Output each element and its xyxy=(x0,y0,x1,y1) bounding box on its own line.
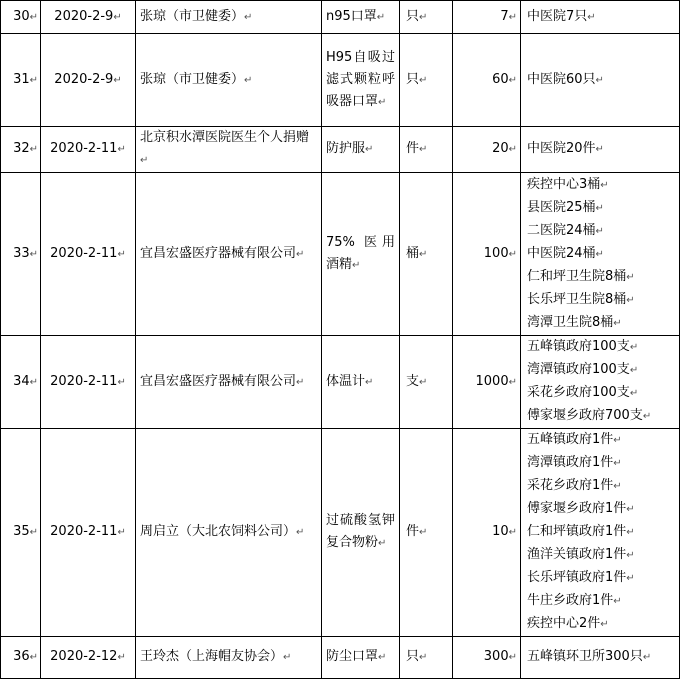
row-donor xyxy=(136,173,322,336)
row-unit-text: 支 xyxy=(406,373,420,389)
paragraph-mark-icon: ↵ xyxy=(29,144,38,155)
paragraph-mark-icon: ↵ xyxy=(296,376,305,388)
row-unit xyxy=(400,34,453,127)
row-donor-text: 张琼（市卫健委） xyxy=(140,71,245,87)
paragraph-mark-icon: ↵ xyxy=(29,376,38,388)
row-date-text: 2020-2-9 xyxy=(54,8,114,24)
paragraph-mark-icon: ↵ xyxy=(29,527,38,538)
row-donor xyxy=(136,127,322,173)
row-date xyxy=(41,429,136,637)
paragraph-mark-icon: ↵ xyxy=(419,11,428,23)
distribution-line xyxy=(527,220,675,243)
paragraph-mark-icon: ↵ xyxy=(117,652,126,663)
distribution-line xyxy=(527,243,675,266)
row-donor-text: 周启立（大北农饲料公司） xyxy=(140,524,297,539)
paragraph-mark-icon: ↵ xyxy=(629,342,639,353)
distribution-line xyxy=(527,498,675,521)
paragraph-mark-icon: ↵ xyxy=(419,527,428,538)
row-index xyxy=(1,429,41,637)
row-donor xyxy=(136,336,322,429)
row-qty xyxy=(453,1,521,34)
row-qty xyxy=(453,429,521,637)
paragraph-mark-icon: ↵ xyxy=(419,248,428,260)
paragraph-mark-icon: ↵ xyxy=(613,458,622,469)
table-row xyxy=(1,429,680,637)
row-date xyxy=(41,34,136,127)
table-row xyxy=(1,173,680,336)
paragraph-mark-icon: ↵ xyxy=(626,271,635,283)
row-date xyxy=(41,127,136,173)
paragraph-mark-icon: ↵ xyxy=(595,144,604,155)
paragraph-mark-icon: ↵ xyxy=(508,376,517,388)
table-row xyxy=(1,1,680,34)
row-qty-text: 10 xyxy=(492,524,509,539)
row-qty-text: 20 xyxy=(492,141,509,156)
row-date xyxy=(41,1,136,34)
paragraph-mark-icon: ↵ xyxy=(419,74,428,86)
paragraph-mark-icon: ↵ xyxy=(296,248,305,260)
paragraph-mark-icon: ↵ xyxy=(376,11,386,23)
distribution-line xyxy=(527,174,675,197)
paragraph-mark-icon: ↵ xyxy=(365,376,374,388)
row-date xyxy=(41,173,136,336)
row-unit xyxy=(400,429,453,637)
row-distribution xyxy=(521,127,680,173)
row-index-text: 32 xyxy=(13,141,30,156)
table-row xyxy=(1,34,680,127)
table-row xyxy=(1,336,680,429)
distribution-line xyxy=(527,475,675,498)
paragraph-mark-icon: ↵ xyxy=(626,504,635,515)
row-distribution xyxy=(521,637,680,679)
paragraph-mark-icon: ↵ xyxy=(113,74,122,86)
row-donor xyxy=(136,34,322,127)
distribution-text: 五峰镇环卫所300只 xyxy=(527,649,643,664)
row-date-text: 2020-2-12 xyxy=(50,649,118,664)
distribution-text: 渔洋关镇政府1件 xyxy=(527,547,627,562)
row-date xyxy=(41,336,136,429)
paragraph-mark-icon: ↵ xyxy=(626,294,635,306)
row-index-text: 35 xyxy=(13,524,30,539)
paragraph-mark-icon: ↵ xyxy=(595,248,604,260)
distribution-text: 中医院24桶 xyxy=(527,245,596,261)
row-date-text: 2020-2-11 xyxy=(50,524,118,539)
table-row xyxy=(1,127,680,173)
row-qty-text: 7 xyxy=(500,8,509,24)
distribution-text: 疾控中心3桶 xyxy=(527,176,601,192)
paragraph-mark-icon: ↵ xyxy=(378,538,387,549)
paragraph-mark-icon: ↵ xyxy=(508,527,517,538)
row-index xyxy=(1,34,41,127)
paragraph-mark-icon: ↵ xyxy=(117,144,126,155)
distribution-line xyxy=(527,289,675,312)
distribution-line xyxy=(527,429,675,452)
row-unit-text: 桶 xyxy=(406,245,420,261)
row-unit-text: 件 xyxy=(406,141,420,156)
row-index xyxy=(1,173,41,336)
distribution-text: 中医院60只 xyxy=(527,71,596,87)
row-qty xyxy=(453,173,521,336)
paragraph-mark-icon: ↵ xyxy=(296,527,305,538)
paragraph-mark-icon: ↵ xyxy=(508,74,517,86)
paragraph-mark-icon: ↵ xyxy=(626,527,635,538)
paragraph-mark-icon: ↵ xyxy=(642,652,652,663)
row-unit xyxy=(400,1,453,34)
row-item xyxy=(322,34,400,127)
paragraph-mark-icon: ↵ xyxy=(595,225,604,237)
row-item-text: 防尘口罩 xyxy=(326,649,379,664)
distribution-text: 长乐坪镇政府1件 xyxy=(527,570,627,585)
paragraph-mark-icon: ↵ xyxy=(508,248,517,260)
row-donor-text: 张琼（市卫健委） xyxy=(140,8,245,24)
row-unit-text: 只 xyxy=(406,71,420,87)
row-distribution xyxy=(521,34,680,127)
row-donor xyxy=(136,1,322,34)
paragraph-mark-icon: ↵ xyxy=(117,248,126,260)
row-index-text: 30 xyxy=(13,8,30,24)
row-item-text: 体温计 xyxy=(326,373,366,389)
distribution-line xyxy=(527,359,675,382)
row-index xyxy=(1,336,41,429)
distribution-text: 长乐坪卫生院8桶 xyxy=(527,291,627,307)
row-unit-text: 只 xyxy=(406,649,420,664)
paragraph-mark-icon: ↵ xyxy=(600,179,609,191)
distribution-line xyxy=(527,567,675,590)
paragraph-mark-icon: ↵ xyxy=(378,96,387,108)
distribution-line xyxy=(527,138,675,161)
paragraph-mark-icon: ↵ xyxy=(595,74,604,86)
distribution-text: 二医院24桶 xyxy=(527,222,596,238)
paragraph-mark-icon: ↵ xyxy=(626,550,635,561)
row-index-text: 34 xyxy=(13,373,30,389)
distribution-text: 采花乡政府100支 xyxy=(527,385,630,400)
row-index xyxy=(1,127,41,173)
distribution-text: 五峰镇政府100支 xyxy=(527,339,630,354)
row-donor xyxy=(136,637,322,679)
row-item-text: H95自吸过滤式颗粒呼吸器口罩 xyxy=(326,49,395,109)
row-index-text: 33 xyxy=(13,245,30,261)
row-index xyxy=(1,637,41,679)
paragraph-mark-icon: ↵ xyxy=(365,144,374,155)
row-donor-text: 王玲杰（上海帽友协会） xyxy=(140,649,284,664)
paragraph-mark-icon: ↵ xyxy=(595,202,604,214)
paragraph-mark-icon: ↵ xyxy=(29,11,38,23)
paragraph-mark-icon: ↵ xyxy=(419,652,428,663)
row-item xyxy=(322,127,400,173)
row-donor-text: 北京积水潭医院医生个人捐赠 xyxy=(140,130,310,145)
row-qty-text: 60 xyxy=(492,71,509,87)
distribution-line xyxy=(527,521,675,544)
distribution-line xyxy=(527,544,675,567)
row-item xyxy=(322,429,400,637)
distribution-line xyxy=(527,590,675,613)
row-date-text: 2020-2-11 xyxy=(50,373,118,389)
row-date-text: 2020-2-11 xyxy=(50,141,118,156)
paragraph-mark-icon: ↵ xyxy=(283,652,292,663)
paragraph-mark-icon: ↵ xyxy=(378,652,387,663)
row-donor xyxy=(136,429,322,637)
distribution-text: 疾控中心2件 xyxy=(527,616,601,631)
row-item-text: 75% 医用酒精 xyxy=(326,234,395,272)
row-qty xyxy=(453,127,521,173)
paragraph-mark-icon: ↵ xyxy=(613,596,622,607)
row-qty-text: 1000 xyxy=(475,373,509,389)
paragraph-mark-icon: ↵ xyxy=(629,388,639,399)
distribution-line xyxy=(527,613,675,636)
paragraph-mark-icon: ↵ xyxy=(244,11,253,23)
paragraph-mark-icon: ↵ xyxy=(626,573,635,584)
distribution-text: 仁和坪卫生院8桶 xyxy=(527,268,627,284)
paragraph-mark-icon: ↵ xyxy=(244,74,253,86)
distribution-line xyxy=(527,69,675,92)
row-index-text: 31 xyxy=(13,71,30,87)
paragraph-mark-icon: ↵ xyxy=(613,317,622,329)
distribution-line xyxy=(527,6,675,29)
distribution-line xyxy=(527,197,675,220)
row-unit xyxy=(400,127,453,173)
paragraph-mark-icon: ↵ xyxy=(419,144,428,155)
distribution-line xyxy=(527,382,675,405)
row-index-text: 36 xyxy=(13,649,30,664)
distribution-text: 采花乡政府1件 xyxy=(527,478,614,493)
distribution-text: 傅家堰乡政府700支 xyxy=(527,408,643,423)
paragraph-mark-icon: ↵ xyxy=(117,376,126,388)
distribution-text: 湾潭卫生院8桶 xyxy=(527,314,614,330)
row-item-text: n95口罩 xyxy=(326,8,377,24)
paragraph-mark-icon: ↵ xyxy=(352,259,361,271)
row-qty xyxy=(453,34,521,127)
row-unit xyxy=(400,173,453,336)
paragraph-mark-icon: ↵ xyxy=(419,376,428,388)
paragraph-mark-icon: ↵ xyxy=(642,411,652,422)
distribution-text: 县医院25桶 xyxy=(527,199,596,215)
paragraph-mark-icon: ↵ xyxy=(613,481,622,492)
row-unit xyxy=(400,637,453,679)
row-unit xyxy=(400,336,453,429)
distribution-text: 中医院20件 xyxy=(527,141,596,156)
distribution-line xyxy=(527,405,675,428)
row-distribution xyxy=(521,429,680,637)
paragraph-mark-icon: ↵ xyxy=(600,619,609,630)
paragraph-mark-icon: ↵ xyxy=(613,435,622,446)
row-distribution xyxy=(521,1,680,34)
row-date-text: 2020-2-11 xyxy=(50,245,118,261)
distribution-line xyxy=(527,452,675,475)
row-donor-text: 宜昌宏盛医疗器械有限公司 xyxy=(140,373,297,389)
paragraph-mark-icon: ↵ xyxy=(117,527,126,538)
row-qty xyxy=(453,336,521,429)
paragraph-mark-icon: ↵ xyxy=(508,652,517,663)
distribution-text: 湾潭镇政府100支 xyxy=(527,362,630,377)
row-unit-text: 只 xyxy=(406,8,420,24)
distribution-line xyxy=(527,646,675,669)
distribution-text: 湾潭镇政府1件 xyxy=(527,455,614,470)
row-item xyxy=(322,173,400,336)
row-date xyxy=(41,637,136,679)
row-item xyxy=(322,637,400,679)
paragraph-mark-icon: ↵ xyxy=(29,248,38,260)
row-item-text: 过硫酸氢钾复合物粉 xyxy=(326,513,395,550)
row-index xyxy=(1,1,41,34)
distribution-line xyxy=(527,336,675,359)
row-qty-text: 100 xyxy=(483,245,509,261)
row-item xyxy=(322,1,400,34)
paragraph-mark-icon: ↵ xyxy=(29,74,38,86)
paragraph-mark-icon: ↵ xyxy=(113,11,122,23)
row-unit-text: 件 xyxy=(406,524,420,539)
row-qty xyxy=(453,637,521,679)
row-distribution xyxy=(521,336,680,429)
paragraph-mark-icon: ↵ xyxy=(140,155,149,166)
table-row xyxy=(1,637,680,679)
paragraph-mark-icon: ↵ xyxy=(587,11,596,23)
row-distribution xyxy=(521,173,680,336)
row-donor-text: 宜昌宏盛医疗器械有限公司 xyxy=(140,245,297,261)
distribution-text: 牛庄乡政府1件 xyxy=(527,593,614,608)
distribution-text: 五峰镇政府1件 xyxy=(527,432,614,447)
paragraph-mark-icon: ↵ xyxy=(508,144,517,155)
row-item-text: 防护服 xyxy=(326,141,366,156)
paragraph-mark-icon: ↵ xyxy=(508,11,517,23)
distribution-text: 傅家堰乡政府1件 xyxy=(527,501,627,516)
row-item xyxy=(322,336,400,429)
paragraph-mark-icon: ↵ xyxy=(629,365,639,376)
row-qty-text: 300 xyxy=(483,649,509,664)
distribution-line xyxy=(527,266,675,289)
row-date-text: 2020-2-9 xyxy=(54,71,114,87)
distribution-text: 仁和坪镇政府1件 xyxy=(527,524,627,539)
distribution-text: 中医院7只 xyxy=(527,8,588,24)
paragraph-mark-icon: ↵ xyxy=(29,652,38,663)
distribution-line xyxy=(527,312,675,335)
